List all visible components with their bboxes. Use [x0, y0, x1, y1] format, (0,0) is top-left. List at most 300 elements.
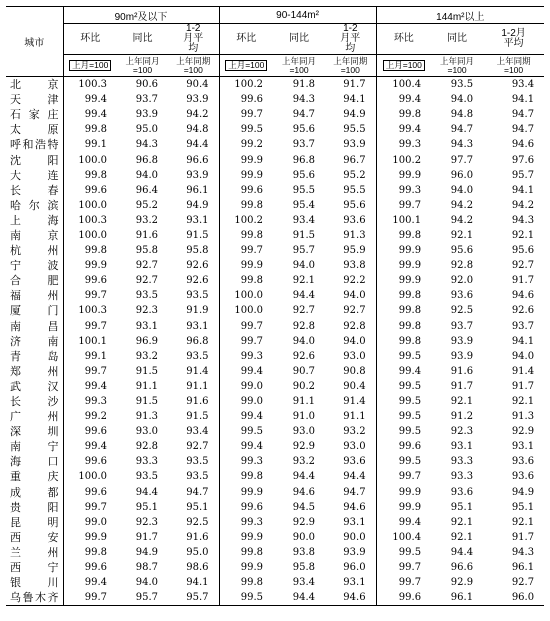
index-value: 99.4: [219, 439, 273, 454]
index-value: 92.0: [450, 275, 474, 287]
city-name: 长沙: [10, 395, 59, 409]
index-value: 99.7: [219, 107, 273, 122]
city-name: 成都: [10, 485, 59, 499]
index-value: 99.8: [63, 168, 117, 183]
index-value: 94.9: [343, 109, 366, 121]
index-value: 93.6: [511, 456, 535, 468]
index-value: 91.5: [186, 229, 209, 241]
base-header-1-1: [273, 55, 325, 77]
index-value: 99.6: [63, 424, 117, 439]
index-value: 99.9: [376, 258, 431, 273]
base-label: 上月=100: [383, 60, 425, 71]
index-value: 94.3: [511, 546, 535, 558]
index-value: 93.1: [511, 441, 535, 453]
index-value: 99.6: [63, 485, 117, 500]
index-value: 90.7: [292, 365, 316, 377]
index-value: 96.1: [511, 562, 535, 574]
index-value: 99.7: [63, 364, 117, 379]
index-value: 93.9: [186, 169, 209, 181]
index-value: 95.6: [292, 124, 316, 136]
index-value: 92.9: [450, 577, 474, 589]
index-value: 91.8: [292, 79, 316, 91]
sub-header-2-0: 环比: [376, 24, 431, 55]
index-value: 99.4: [219, 409, 273, 424]
index-value: 99.4: [219, 364, 273, 379]
index-value: 93.5: [186, 290, 209, 302]
index-value: 99.8: [376, 303, 431, 318]
index-value: 94.4: [450, 546, 474, 558]
index-value: 94.3: [511, 214, 535, 226]
table-row: [6, 92, 544, 107]
index-value: 100.2: [219, 77, 273, 93]
index-value: 92.5: [186, 516, 209, 528]
index-value: 93.9: [450, 335, 474, 347]
table-row: [6, 183, 544, 198]
index-value: 99.8: [219, 198, 273, 213]
city-name: 杭州: [10, 244, 59, 258]
index-value: 99.3: [63, 394, 117, 409]
index-value: 93.9: [135, 109, 158, 121]
index-value: 94.1: [511, 335, 535, 347]
index-value: 93.1: [186, 320, 209, 332]
index-value: 90.2: [292, 380, 316, 392]
index-value: 99.8: [376, 228, 431, 243]
index-value: 99.9: [219, 152, 273, 167]
city-name: 青岛: [10, 349, 59, 363]
city-name: 海口: [10, 455, 59, 469]
index-value: 94.6: [511, 139, 535, 151]
index-value: 93.9: [186, 94, 209, 106]
table-row: [6, 424, 544, 439]
index-value: 99.5: [219, 590, 273, 606]
index-value: 93.5: [135, 471, 158, 483]
index-value: 100.2: [376, 152, 431, 167]
index-value: 93.0: [343, 350, 366, 362]
index-value: 99.0: [219, 379, 273, 394]
sub-header-0-2: 1-2月平均: [168, 24, 219, 55]
group-header-small: 90m²及以下: [63, 7, 219, 24]
table-row: [6, 122, 544, 137]
index-value: 91.3: [511, 411, 535, 423]
city-name: 西安: [10, 530, 59, 544]
city-name: 郑州: [10, 364, 59, 378]
index-value: 94.2: [450, 214, 474, 226]
table-row: [6, 228, 544, 243]
base-header-1-0: [219, 55, 273, 77]
index-value: 90.0: [343, 531, 366, 543]
index-value: 99.5: [219, 424, 273, 439]
index-value: 94.1: [186, 577, 209, 589]
index-value: 93.4: [292, 577, 316, 589]
sub-header-0-1: 同比: [117, 24, 168, 55]
index-value: 99.8: [376, 334, 431, 349]
index-value: 92.5: [450, 305, 474, 317]
sub-header-2-1: 同比: [431, 24, 483, 55]
index-value: 99.7: [219, 319, 273, 334]
index-value: 99.9: [219, 530, 273, 545]
table-row: [6, 469, 544, 484]
base-header-0-2: [168, 55, 219, 77]
base-header-0-0: [63, 55, 117, 77]
city-name: 南宁: [10, 440, 59, 454]
index-value: 99.6: [63, 183, 117, 198]
index-value: 94.7: [186, 486, 209, 498]
city-name: 武汉: [10, 379, 59, 393]
index-value: 93.6: [511, 471, 535, 483]
base-label: 上年同期=100: [496, 55, 531, 75]
index-value: 91.7: [343, 79, 366, 91]
index-value: 92.8: [292, 320, 316, 332]
index-value: 92.1: [511, 229, 535, 241]
table-row: [6, 243, 544, 258]
table-row: [6, 107, 544, 122]
index-value: 92.7: [343, 305, 366, 317]
index-value: 94.2: [511, 199, 535, 211]
index-value: 94.7: [511, 109, 535, 121]
index-value: 93.3: [450, 471, 474, 483]
index-value: 95.8: [292, 562, 316, 574]
index-value: 92.9: [292, 516, 316, 528]
index-value: 94.9: [511, 486, 535, 498]
index-value: 99.9: [63, 258, 117, 273]
table-row: [6, 198, 544, 213]
table-row: [6, 303, 544, 318]
index-value: 99.8: [219, 469, 273, 484]
index-value: 93.6: [343, 456, 366, 468]
index-value: 92.1: [511, 516, 535, 528]
table-row: [6, 319, 544, 334]
index-value: 92.3: [135, 516, 158, 528]
index-value: 99.1: [63, 137, 117, 152]
group-header-large: 144m²以上: [376, 7, 544, 24]
index-value: 95.2: [343, 169, 366, 181]
index-value: 94.4: [273, 590, 325, 606]
index-value: 99.4: [63, 107, 117, 122]
index-value: 93.4: [511, 79, 535, 91]
index-value: 94.0: [450, 184, 474, 196]
index-value: 92.7: [186, 441, 209, 453]
index-value: 99.2: [63, 409, 117, 424]
index-value: 94.0: [135, 577, 158, 589]
index-value: 91.2: [450, 411, 474, 423]
index-value: 91.6: [186, 531, 209, 543]
city-name: 西宁: [10, 561, 59, 575]
index-value: 94.1: [511, 184, 535, 196]
table-row: [6, 334, 544, 349]
index-value: 91.6: [135, 229, 158, 241]
index-value: 93.9: [450, 350, 474, 362]
index-value: 90.4: [343, 380, 366, 392]
index-value: 93.1: [186, 214, 209, 226]
table-row: [6, 273, 544, 288]
base-header-2-0: [376, 55, 431, 77]
index-value: 100.0: [63, 198, 117, 213]
index-value: 93.0: [343, 441, 366, 453]
index-value: 100.1: [63, 334, 117, 349]
city-name: 大连: [10, 168, 59, 182]
city-name: 沈阳: [10, 153, 59, 167]
index-value: 95.7: [168, 590, 219, 606]
index-value: 99.3: [376, 137, 431, 152]
index-value: 94.7: [511, 124, 535, 136]
base-header-2-1: [431, 55, 483, 77]
index-value: 100.3: [63, 213, 117, 228]
index-value: 99.8: [219, 228, 273, 243]
index-value: 93.6: [450, 486, 474, 498]
index-value: 99.3: [219, 515, 273, 530]
index-value: 90.0: [292, 531, 316, 543]
index-value: 99.5: [219, 122, 273, 137]
index-value: 99.5: [376, 409, 431, 424]
index-value: 90.8: [343, 365, 366, 377]
table-row: [6, 349, 544, 364]
index-value: 99.5: [376, 349, 431, 364]
index-value: 99.6: [63, 454, 117, 469]
index-value: 94.8: [186, 124, 209, 136]
city-name: 南京: [10, 228, 59, 242]
price-index-table: [6, 6, 544, 606]
index-value: 93.5: [135, 290, 158, 302]
index-value: 96.8: [186, 335, 209, 347]
index-value: 99.4: [63, 439, 117, 454]
index-value: 94.2: [450, 199, 474, 211]
index-value: 93.0: [292, 426, 316, 438]
index-value: 96.6: [450, 562, 474, 574]
index-value: 95.4: [292, 199, 316, 211]
index-value: 99.0: [219, 394, 273, 409]
index-value: 96.4: [135, 184, 158, 196]
index-value: 99.9: [63, 530, 117, 545]
index-value: 92.7: [135, 275, 158, 287]
table-row: [6, 168, 544, 183]
table-row: [6, 258, 544, 273]
index-value: 94.0: [135, 169, 158, 181]
index-value: 99.9: [376, 273, 431, 288]
index-value: 95.2: [135, 199, 158, 211]
index-value: 96.0: [343, 562, 366, 574]
city-name: 银川: [10, 576, 59, 590]
index-value: 93.3: [450, 456, 474, 468]
index-value: 93.7: [292, 139, 316, 151]
index-value: 91.5: [292, 229, 316, 241]
index-value: 92.1: [511, 396, 535, 408]
base-label: 上月=100: [69, 60, 111, 71]
index-value: 94.7: [450, 124, 474, 136]
index-value: 99.4: [376, 92, 431, 107]
city-name: 南昌: [10, 319, 59, 333]
index-value: 99.4: [63, 92, 117, 107]
index-value: 93.8: [292, 546, 316, 558]
index-value: 95.9: [343, 245, 366, 257]
city-name: 贵阳: [10, 500, 59, 514]
index-value: 93.9: [343, 139, 366, 151]
index-value: 94.4: [135, 486, 158, 498]
index-value: 95.6: [511, 245, 535, 257]
index-value: 100.0: [219, 303, 273, 318]
base-label: 上月=100: [225, 60, 267, 71]
city-name: 宁波: [10, 259, 59, 273]
city-name: 石家庄: [10, 108, 59, 122]
index-value: 99.9: [376, 500, 431, 515]
table-row: [6, 152, 544, 167]
index-value: 99.7: [63, 590, 117, 606]
index-value: 92.3: [135, 305, 158, 317]
table-row: [6, 545, 544, 560]
index-value: 91.1: [343, 411, 366, 423]
table-row: [6, 500, 544, 515]
index-value: 99.3: [219, 454, 273, 469]
table-row: [6, 575, 544, 590]
index-value: 99.9: [376, 243, 431, 258]
index-value: 95.5: [343, 124, 366, 136]
index-value: 94.0: [292, 260, 316, 272]
index-value: 92.1: [450, 229, 474, 241]
index-value: 91.4: [511, 365, 535, 377]
index-value: 99.7: [376, 469, 431, 484]
table-row: [6, 394, 544, 409]
index-value: 96.1: [186, 184, 209, 196]
index-value: 96.9: [135, 335, 158, 347]
table-row: [6, 439, 544, 454]
base-header-2-2: [483, 55, 544, 77]
index-value: 94.3: [450, 139, 474, 151]
index-value: 99.8: [219, 545, 273, 560]
index-value: 94.8: [450, 109, 474, 121]
index-value: 91.1: [186, 380, 209, 392]
index-value: 91.7: [511, 531, 535, 543]
index-value: 92.1: [450, 516, 474, 528]
index-value: 95.5: [343, 184, 366, 196]
index-value: 93.5: [450, 79, 474, 91]
index-value: 99.5: [376, 394, 431, 409]
index-value: 95.7: [117, 590, 168, 606]
base-label: 上年同期=100: [176, 55, 211, 75]
city-name: 济南: [10, 334, 59, 348]
index-value: 99.8: [376, 319, 431, 334]
index-value: 93.0: [135, 426, 158, 438]
index-value: 99.3: [376, 183, 431, 198]
index-value: 95.7: [292, 245, 316, 257]
city-name: 兰州: [10, 545, 59, 559]
index-value: 94.4: [292, 290, 316, 302]
index-value: 93.1: [343, 577, 366, 589]
index-value: 91.7: [511, 380, 535, 392]
table-row: [6, 364, 544, 379]
city-name: 太原: [10, 123, 59, 137]
index-value: 92.1: [292, 275, 316, 287]
index-value: 95.7: [511, 169, 535, 181]
index-value: 91.6: [186, 396, 209, 408]
index-value: 92.8: [450, 260, 474, 272]
index-value: 93.2: [292, 456, 316, 468]
index-value: 98.6: [186, 562, 209, 574]
base-label: 上年同月=100: [282, 55, 317, 75]
table-row: [6, 560, 544, 575]
index-value: 99.6: [219, 500, 273, 515]
index-value: 96.8: [292, 154, 316, 166]
index-value: 99.9: [219, 258, 273, 273]
index-value: 99.7: [376, 560, 431, 575]
index-value: 100.0: [63, 152, 117, 167]
index-value: 96.0: [483, 590, 544, 606]
index-value: 93.7: [135, 94, 158, 106]
index-value: 99.9: [219, 485, 273, 500]
index-value: 100.0: [63, 469, 117, 484]
index-value: 99.9: [376, 485, 431, 500]
index-value: 93.1: [343, 516, 366, 528]
index-value: 91.1: [292, 396, 316, 408]
index-value: 99.7: [376, 575, 431, 590]
index-value: 92.6: [186, 260, 209, 272]
index-value: 93.9: [343, 546, 366, 558]
index-value: 93.5: [186, 471, 209, 483]
city-name: 呼和浩特: [10, 138, 59, 152]
index-value: 91.4: [343, 396, 366, 408]
index-value: 100.0: [63, 228, 117, 243]
index-value: 99.5: [376, 545, 431, 560]
index-value: 91.7: [450, 380, 474, 392]
index-value: 93.5: [186, 456, 209, 468]
index-value: 92.1: [450, 396, 474, 408]
base-header-1-2: [325, 55, 376, 77]
index-value: 94.0: [343, 335, 366, 347]
city-column-header: 城市: [6, 7, 63, 77]
index-value: 92.8: [343, 320, 366, 332]
index-value: 94.6: [511, 290, 535, 302]
index-value: 99.7: [219, 243, 273, 258]
index-value: 91.5: [135, 365, 158, 377]
index-value: 91.9: [186, 305, 209, 317]
index-value: 93.6: [450, 290, 474, 302]
index-value: 97.6: [511, 154, 535, 166]
city-name: 乌鲁木齐: [6, 590, 63, 606]
index-value: 93.2: [343, 426, 366, 438]
index-value: 96.8: [135, 154, 158, 166]
index-value: 95.0: [135, 124, 158, 136]
index-value: 92.3: [450, 426, 474, 438]
index-value: 99.7: [63, 319, 117, 334]
index-value: 93.2: [135, 350, 158, 362]
index-value: 100.2: [219, 213, 273, 228]
index-value: 96.0: [450, 169, 474, 181]
index-value: 100.3: [63, 303, 117, 318]
index-value: 99.8: [63, 243, 117, 258]
index-value: 93.4: [292, 214, 316, 226]
index-value: 94.6: [325, 590, 376, 606]
index-value: 93.8: [343, 260, 366, 272]
index-value: 92.7: [511, 577, 535, 589]
index-value: 99.0: [63, 515, 117, 530]
index-value: 99.7: [63, 288, 117, 303]
city-name: 厦门: [10, 304, 59, 318]
index-value: 92.7: [511, 260, 535, 272]
index-value: 91.5: [135, 396, 158, 408]
city-name: 深圳: [10, 425, 59, 439]
base-label: 上年同期=100: [333, 55, 368, 75]
index-value: 99.7: [63, 500, 117, 515]
index-value: 99.6: [376, 590, 431, 606]
index-value: 94.0: [450, 94, 474, 106]
index-value: 99.4: [63, 379, 117, 394]
index-value: 99.1: [63, 349, 117, 364]
index-value: 99.6: [219, 92, 273, 107]
index-value: 99.4: [376, 515, 431, 530]
city-name: 昆明: [10, 515, 59, 529]
index-value: 99.5: [376, 379, 431, 394]
index-value: 96.6: [186, 154, 209, 166]
index-value: 100.4: [376, 77, 431, 93]
index-value: 90.6: [135, 79, 158, 91]
